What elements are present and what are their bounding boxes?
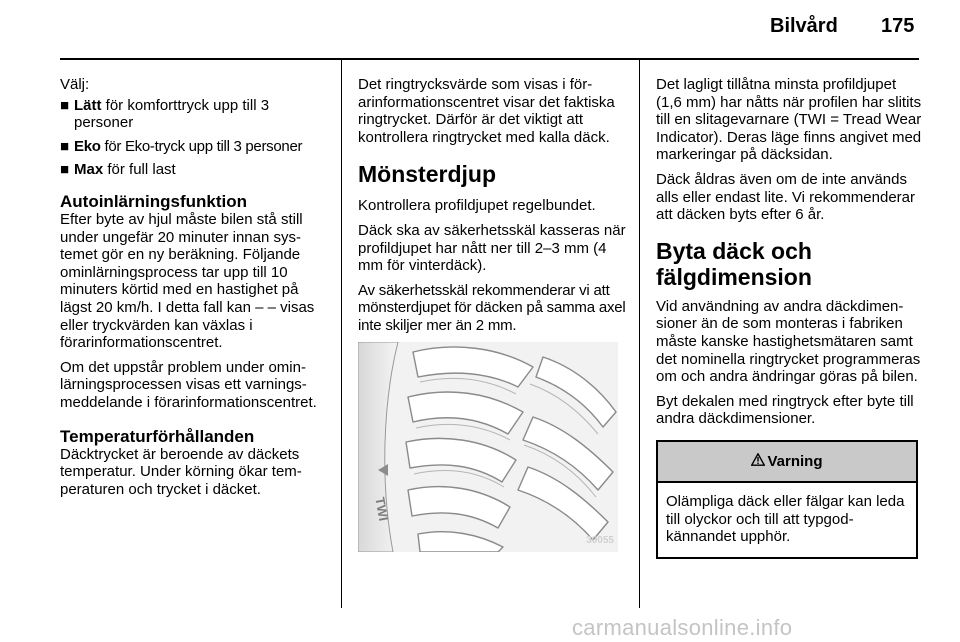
paragraph: Vid användning av andra däckdimensioner än de som monteras i fabriken måste kanske hastighetsmätaren samt det nominella ringtrycket programmeras om och andra ändringar göras på bilen.: [656, 297, 921, 386]
bullet-square-icon: ■: [60, 161, 70, 179]
paragraph: Däcktrycket är beroende av däckets temperatur. Under körning ökar temperaturen och trycket i däcket.: [60, 445, 302, 498]
bullet-square-icon: ■: [60, 137, 70, 155]
column-3: [656, 76, 924, 559]
section-heading: Byta däck och fälgdimension: [656, 237, 812, 290]
tire-tread-illustration: [358, 342, 618, 552]
header-title: Bilvård: [770, 15, 838, 37]
column-divider-2: [639, 60, 640, 608]
section-heading: Autoinlärningsfunktion: [60, 191, 247, 211]
bullet-item: [60, 161, 326, 179]
paragraph: Däck ska av säkerhetsskäl kasseras när profildjupet har nått ner till 2–3 mm (4 mm för vinterdäck).: [358, 221, 626, 275]
paragraph: Om det uppstår problem under ominlärningsprocessen visas ett varningsmeddelande i förarinformationscentret.: [60, 358, 317, 411]
column-divider-1: [341, 60, 342, 608]
bullet-text: Eko för Eko-tryck upp till 3 personer: [74, 137, 303, 155]
paragraph: Av säkerhetsskäl rekommenderar vi att mönsterdjupet för däcken på samma axel inte skiljer mer än 2 mm.: [358, 281, 626, 334]
warning-box: [656, 440, 918, 559]
watermark: carmanualsonline.info: [572, 615, 793, 640]
warning-triangle-icon: [751, 453, 765, 471]
warning-text: Olämpliga däck eller fälgar kan leda till olyckor och till att typgodkännandet upphör.: [666, 492, 905, 546]
paragraph: Däck åldras även om de inte används alls eller endast lite. Vi rekommenderar att däcken byts efter 6 år.: [656, 170, 916, 224]
column-1: [60, 76, 326, 505]
page-number: 175: [881, 15, 915, 37]
column-2: [358, 76, 626, 552]
intro-text: Välj:: [60, 76, 90, 93]
tread-wear-indicator-label: TWI: [372, 495, 392, 522]
tire-tread-figure: [358, 342, 618, 552]
bullet-square-icon: ■: [60, 96, 70, 114]
bullet-item: [60, 97, 326, 132]
warning-title: Varning: [767, 452, 823, 470]
header-rule: [60, 58, 919, 60]
section-heading: Temperaturförhållanden: [60, 426, 255, 446]
paragraph: Byt dekalen med ringtryck efter byte till andra däckdimensioner.: [656, 392, 914, 428]
bullet-item: [60, 138, 326, 156]
warning-header: [658, 442, 916, 483]
section-heading: Mönsterdjup: [358, 161, 496, 188]
figure-code: 30055: [586, 534, 614, 546]
bullet-text: Max för full last: [74, 161, 176, 179]
bullet-text: Lätt för komforttryck upp till 3 personer: [74, 96, 270, 132]
paragraph: Kontrollera profildjupet regelbundet.: [358, 197, 596, 215]
paragraph: Det ringtrycksvärde som visas i förarinformationscentret visar det faktiska ringtrycket. Därför är det viktigt att kontrollera ringtrycket med kalla däck.: [358, 76, 615, 146]
paragraph: Det lagligt tillåtna minsta profildjupet (1,6 mm) har nåtts när profilen har slitits till en slitagevarnare (TWI = Tread Wear Indicator). Deras läge finns angivet med markeringar på däcksidan.: [656, 76, 922, 164]
paragraph: Efter byte av hjul måste bilen stå still under ungefär 20 minuter innan systemet gör en ny beräkning. Följande ominlärningsprocess tar upp till 10 minuters körtid med en hastighet på lägst 20 km/h. I detta fall kan – – visas eller tryckvärden kan växlas i förarinformationscentret.: [60, 210, 315, 352]
